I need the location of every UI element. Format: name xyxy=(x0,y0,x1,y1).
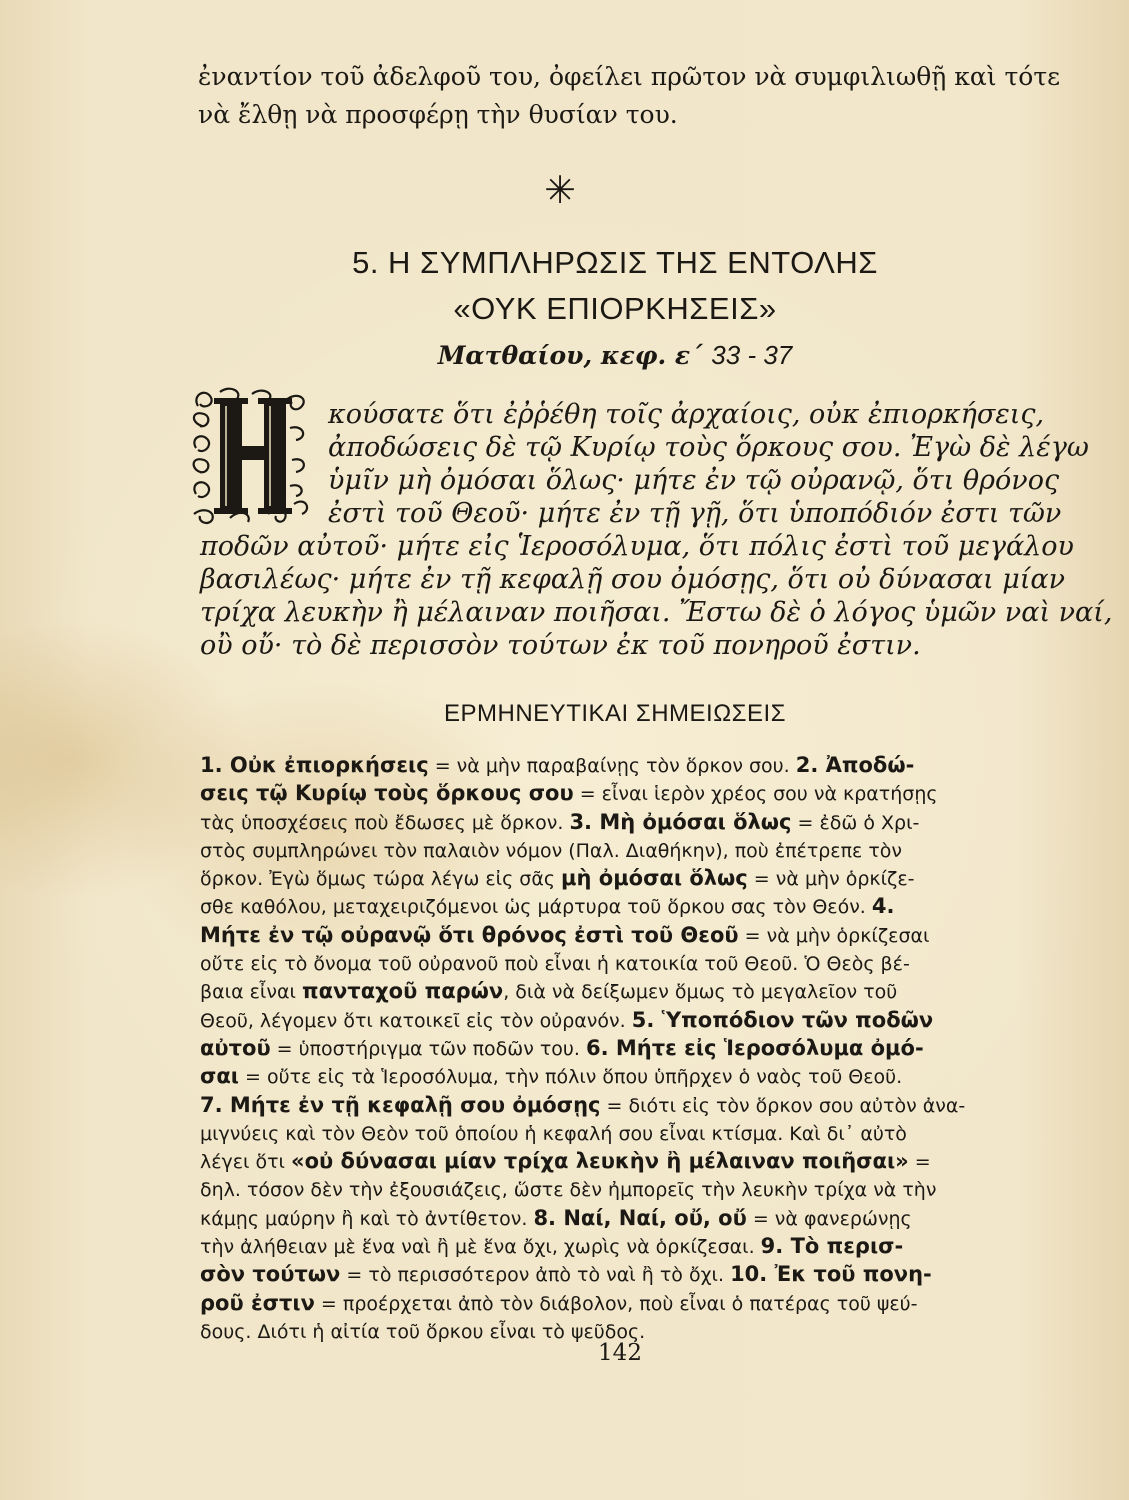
continuation-text xyxy=(198,58,1061,134)
page-number: 142 xyxy=(598,1340,642,1366)
note-line: σθε καθόλου, μεταχειριζόμενοι ὡς μάρτυρα τοῦ ὅρκου σας τὸν Θεόν. 4. xyxy=(200,894,895,919)
scripture-line: κούσατε ὅτι ἐῤῥέθη τοῖς ἀρχαίοις, οὐκ ἐπιορκήσεις, xyxy=(328,399,1045,430)
note-line: Θεοῦ, λέγομεν ὅτι κατοικεῖ εἰς τὸν οὐρανόν. 5. Ὑποπόδιον τῶν ποδῶν xyxy=(200,1007,934,1032)
section-title-line: «ΟΥΚ ΕΠΙΟΡΚΗΣΕΙΣ» xyxy=(453,291,777,326)
note-line: 7. Μήτε ἐν τῇ κεφαλῇ σου ὀμόσῃς = διότι εἰς τὸν ὅρκον σου αὐτὸν ἀνα- xyxy=(200,1092,966,1117)
text-line: ἐναντίον τοῦ ἀδελφοῦ του, ὀφείλει πρῶτον νὰ συμφιλιωθῇ καὶ τότε xyxy=(198,62,1061,91)
note-line: στὸς συμπληρώνει τὸν παλαιὸν νόμον (Παλ. Διαθήκην), ποὺ ἐπέτρεπε τὸν xyxy=(200,839,903,862)
scripture-line: ποδῶν αὐτοῦ· μήτε εἰς Ἱεροσόλυμα, ὅτι πόλις ἐστὶ τοῦ μεγάλου xyxy=(200,531,1074,562)
scripture-line: τρίχα λευκὴν ἢ μέλαιναν ποιῆσαι. Ἔστω δὲ ὁ λόγος ὑμῶν ναὶ ναί, xyxy=(200,597,1113,628)
scripture-line: βασιλέως· μήτε ἐν τῇ κεφαλῇ σου ὀμόσῃς, ὅτι οὐ δύνασαι μίαν xyxy=(200,564,1066,595)
notes-heading: ΕΡΜΗΝΕΥΤΙΚΑΙ ΣΗΜΕΙΩΣΕΙΣ xyxy=(444,700,786,727)
scripture-line: ὑμῖν μὴ ὀμόσαι ὅλως· μήτε ἐν τῷ οὐρανῷ, ὅτι θρόνος xyxy=(328,465,1060,496)
note-line: κάμῃς μαύρην ἢ καὶ τὸ ἀντίθετον. 8. Ναί, Ναί, οὔ, οὔ = νὰ φανερώνῃς xyxy=(200,1205,912,1230)
section-title xyxy=(200,240,1030,332)
reference-verses: 33 - 37 xyxy=(711,340,793,370)
scripture-line: ἀποδώσεις δὲ τῷ Κυρίῳ τοὺς ὅρκους σου. Ἐγὼ δὲ λέγω xyxy=(328,432,1089,463)
note-line: τὰς ὑποσχέσεις ποὺ ἔδωσες μὲ ὅρκον. 3. Μὴ ὀμόσαι ὅλως = ἐδῶ ὁ Χρι- xyxy=(200,809,920,834)
interpretive-notes xyxy=(200,752,1050,1346)
section-title-line: 5. Η ΣΥΜΠΛΗΡΩΣΙΣ ΤΗΣ ΕΝΤΟΛΗΣ xyxy=(352,245,878,280)
note-line: οὔτε εἰς τὸ ὄνομα τοῦ οὐρανοῦ ποὺ εἶναι ἡ κατοικία τοῦ Θεοῦ. Ὁ Θεὸς βέ- xyxy=(200,953,910,976)
asterisk-separator: ✳ xyxy=(544,168,576,212)
note-line: ροῦ ἐστιν = προέρχεται ἀπὸ τὸν διάβολον, ποὺ εἶναι ὁ πατέρας τοῦ ψεύ- xyxy=(200,1290,918,1315)
note-line: αὐτοῦ = ὑποστήριγμα τῶν ποδῶν του. 6. Μήτε εἰς Ἱεροσόλυμα ὀμό- xyxy=(200,1035,924,1060)
scripture-line: ἐστὶ τοῦ Θεοῦ· μήτε ἐν τῇ γῇ, ὅτι ὑποπόδιόν ἐστι τῶν xyxy=(328,498,1062,529)
scripture-reference xyxy=(200,340,1030,371)
note-line: μιγνύεις καὶ τὸν Θεὸν τοῦ ὁποίου ἡ κεφαλή σου εἶναι κτίσμα. Καὶ δι᾿ αὐτὸ xyxy=(200,1122,907,1145)
note-line: λέγει ὅτι «οὐ δύνασαι μίαν τρίχα λευκὴν ἢ μέλαιναν ποιῆσαι» = xyxy=(200,1149,931,1174)
note-line: τὴν ἀλήθειαν μὲ ἕνα ναὶ ἢ μὲ ἕνα ὄχι, χωρὶς νὰ ὁρκίζεσαι. 9. Τὸ περισ- xyxy=(200,1234,904,1259)
reference-book: Ματθαίου, κεφ. ε΄ xyxy=(437,341,703,370)
note-line: Μήτε ἐν τῷ οὐρανῷ ὅτι θρόνος ἐστὶ τοῦ Θεοῦ = νὰ μὴν ὁρκίζεσαι xyxy=(200,922,930,947)
dropcap-letter: Η xyxy=(252,386,253,387)
note-line: 1. Οὐκ ἐπιορκήσεις = νὰ μὴν παραβαίνῃς τὸν ὅρκον σου. 2. Ἀποδώ- xyxy=(200,753,915,777)
note-line: σαι = οὔτε εἰς τὰ Ἱεροσόλυμα, τὴν πόλιν ὅπου ὑπῆρχεν ὁ ναὸς τοῦ Θεοῦ. xyxy=(200,1064,903,1089)
note-line: σεις τῷ Κυρίῳ τοὺς ὅρκους σου = εἶναι ἱερὸν χρέος σου νὰ κρατήσῃς xyxy=(200,781,938,806)
note-line: δηλ. τόσον δὲν τὴν ἐξουσιάζεις, ὥστε δὲν ἠμπορεῖς τὴν λευκὴν τρίχα νὰ τὴν xyxy=(200,1179,937,1202)
text-line: νὰ ἔλθῃ νὰ προσφέρῃ τὴν θυσίαν του. xyxy=(198,100,678,129)
note-line: σὸν τούτων = τὸ περισσότερον ἀπὸ τὸ ναὶ ἢ τὸ ὄχι. 10. Ἐκ τοῦ πονη- xyxy=(200,1262,932,1287)
note-line: ὅρκον. Ἐγὼ ὅμως τώρα λέγω εἰς σᾶς μὴ ὀμόσαι ὅλως = νὰ μὴν ὁρκίζε- xyxy=(200,866,915,891)
scripture-passage xyxy=(200,398,1113,662)
note-line: βαια εἶναι πανταχοῦ παρών, διὰ νὰ δείξωμεν ὅμως τὸ μεγαλεῖον τοῦ xyxy=(200,979,898,1004)
note-line: δους. Διότι ἡ αἰτία τοῦ ὅρκου εἶναι τὸ ψεῦδος. xyxy=(200,1320,646,1343)
scripture-line: οὒ οὔ· τὸ δὲ περισσὸν τούτων ἐκ τοῦ πονηροῦ ἐστιν. xyxy=(200,630,921,661)
